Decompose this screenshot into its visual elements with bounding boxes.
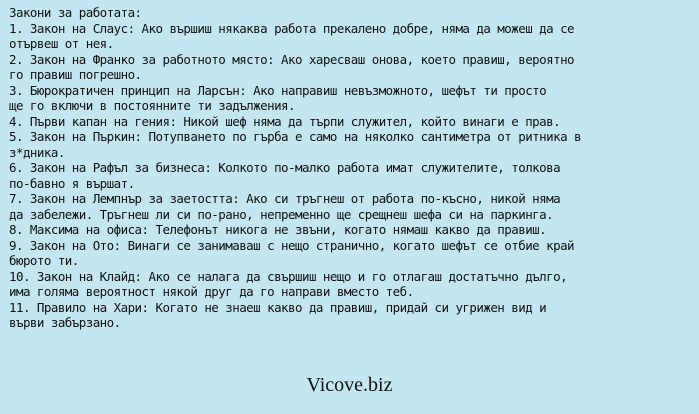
law-6-line-2: по-бавно я вършат. — [9, 175, 135, 191]
law-1-line-2: отървеш от нея. — [9, 36, 114, 51]
law-6-line-1: 6. Закон на Рафъл за бизнеса: Колкото по-малко работа имат служителите, толкова — [9, 160, 561, 175]
law-2-line-1: 2. Закон на Франко за работното място: Ако харесваш онова, което правиш, вероятно — [9, 51, 575, 67]
law-9-line-2: бюрото ти. — [9, 253, 79, 268]
law-11-line-1: 11. Правило на Хари: Когато не знаеш какво да правиш, придай си угрижен вид и — [9, 299, 547, 315]
law-2-line-2: го правиш погрешно. — [9, 67, 142, 82]
law-5-line-1: 5. Закон на Пъркин: Потупването по гърба е само на няколко сантиметра от ритника в — [9, 129, 582, 144]
law-9-line-1: 9. Закон на Ото: Винаги се занимаваш с нещо странично, когато шефът се отбие край — [9, 237, 575, 253]
law-10-line-2: има голяма вероятност някой друг да го направи вместо теб. — [9, 284, 414, 299]
law-4-line-1: 4. Първи капан на гения: Никой шеф няма да търпи служител, който винаги е прав. — [9, 113, 561, 129]
document-body — [9, 5, 691, 331]
law-7-line-1: 7. Закон на Лемпнър за заетостта: Ако си тръгнеш от работа по-късно, никой няма — [9, 191, 561, 206]
law-3-line-2: ще го включи в постоянните ти задължения. — [9, 98, 296, 113]
law-1-line-1: 1. Закон на Слаус: Ако вършиш някаква работа прекалено добре, няма да можеш да се — [9, 20, 575, 36]
law-7-line-2: да забележи. Тръгнеш ли си по-рано, непременно ще срещнеш шефа си на паркинга. — [9, 206, 554, 222]
law-5-line-2: з*дника. — [9, 144, 65, 160]
law-8-line-1: 8. Максима на офиса: Телефонът никога не звъни, когато нямаш какво да правиш. — [9, 222, 547, 237]
site-watermark: Vicove.biz — [306, 374, 393, 396]
law-3-line-1: 3. Бюрократичен принцип на Ларсън: Ако направиш невъзможното, шефът ти просто — [9, 82, 547, 98]
law-11-line-2: върви забързано. — [9, 315, 121, 330]
document-title: Закони за работата: — [9, 5, 142, 20]
law-10-line-1: 10. Закон на Клайд: Ако се налага да свършиш нещо и го отлагаш достатъчно дълго, — [9, 268, 568, 284]
